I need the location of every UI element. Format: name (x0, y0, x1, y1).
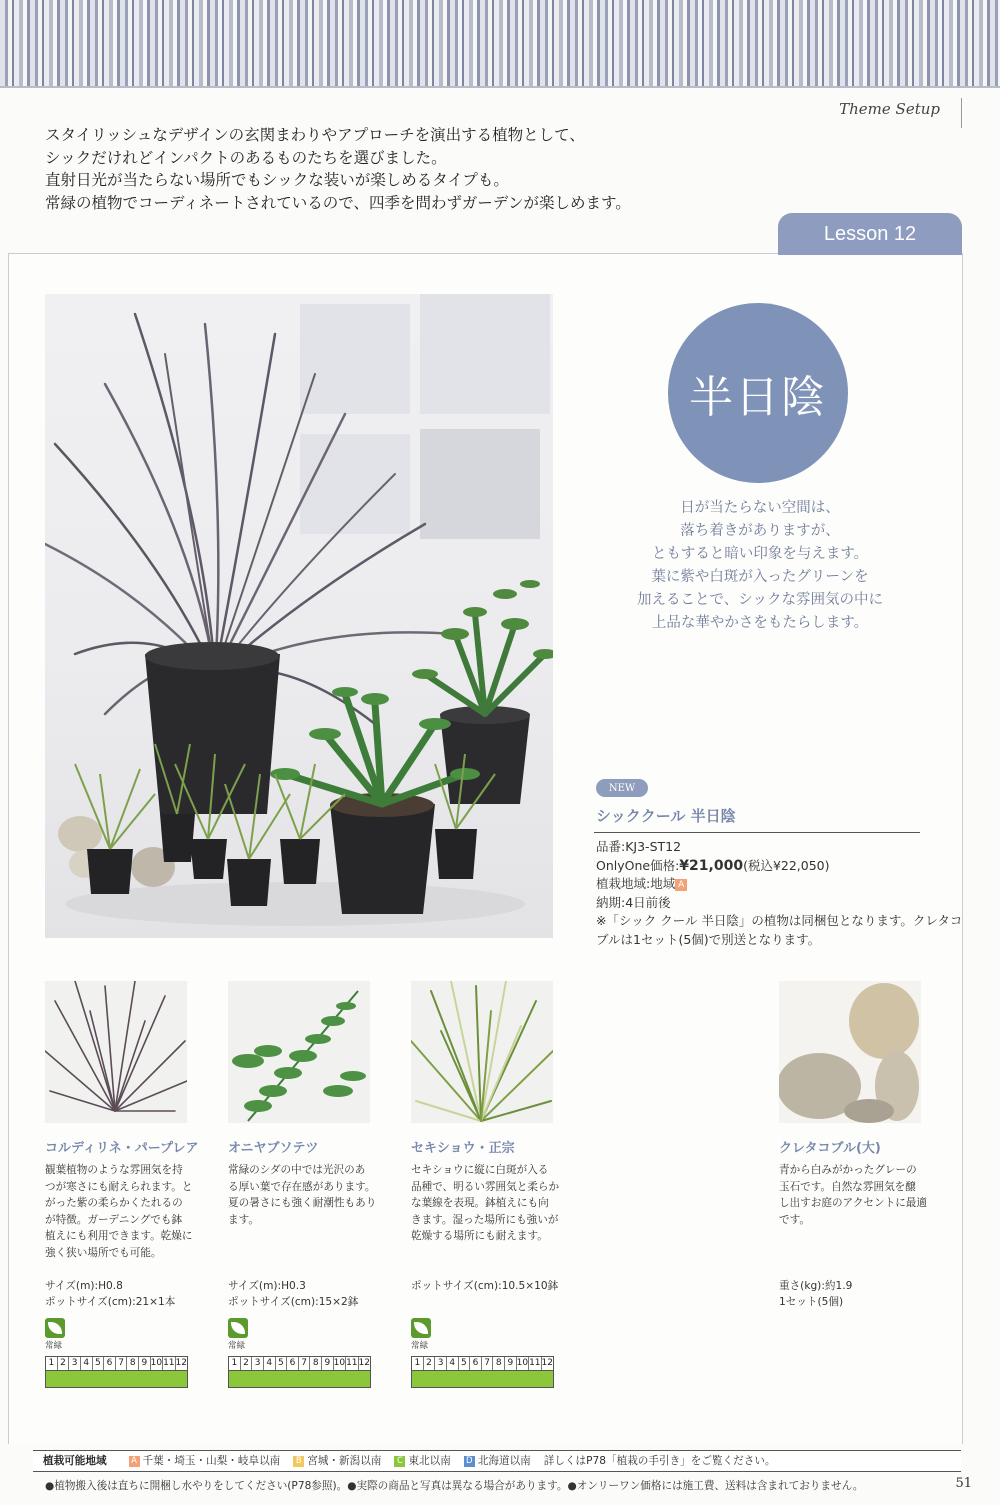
month-label: 1 (412, 1357, 424, 1370)
month-label: 11 (529, 1358, 541, 1368)
region-badge: D (464, 1456, 475, 1467)
page-number: 51 (955, 1476, 972, 1491)
item-title: オニヤブソテツ (228, 1141, 319, 1156)
desc-line: 青から白みがかったグレーの (779, 1164, 917, 1176)
region-text: 宮城・新潟以南 (307, 1455, 382, 1467)
region-b (293, 1451, 381, 1471)
leaf-icon (45, 1318, 65, 1338)
month-label: 4 (264, 1357, 276, 1370)
region-text: 東北以南 (408, 1455, 451, 1467)
desc-line: し出すお庭のアクセントに最適 (779, 1197, 927, 1209)
month-label: 6 (104, 1357, 116, 1370)
evergreen-label: 常緑 (411, 1341, 429, 1351)
desc-line: つが寒さにも耐えられます。と (45, 1180, 193, 1193)
leaf-icon (411, 1318, 431, 1338)
item-description (45, 1162, 192, 1261)
region-badge: B (293, 1456, 304, 1467)
desc-line: セキショウに縦に白斑が入る (411, 1164, 549, 1176)
item-size (779, 1279, 852, 1310)
price-tax: (税込¥22,050) (743, 857, 830, 873)
intro-line: 直射日光が当たらない場所でもシックな装いが楽しめるタイプも。 (45, 171, 509, 189)
item-size (411, 1279, 558, 1295)
month-label: 4 (447, 1357, 459, 1370)
poem-line: 日が当たらない空間は、 (680, 500, 840, 516)
intro-text (45, 124, 765, 214)
size-line: ポットサイズ(cm):21×1本 (45, 1295, 176, 1308)
month-bar (228, 1356, 371, 1388)
desc-line: 品種で、明るい雰囲気と柔らか (411, 1180, 560, 1193)
item-size (228, 1279, 358, 1310)
area-code-badge: A (675, 879, 687, 891)
theme-label: Theme Setup (839, 100, 940, 118)
month-label: 12 (175, 1358, 187, 1368)
desc-line: きます。湿った場所にも強いが (411, 1213, 559, 1226)
evergreen-badge (228, 1318, 258, 1351)
size-line: サイズ(m):H0.8 (45, 1280, 123, 1292)
item-title: コルディリネ・パープレア (45, 1141, 199, 1156)
desc-line: 夏の暑さにも強く耐潮性もあり (228, 1197, 377, 1209)
desc-line: がった紫の柔らかくたれるの (45, 1197, 183, 1209)
item-size (45, 1279, 175, 1310)
product-code: KJ3-ST12 (625, 839, 682, 854)
desc-line: 強く狭い場所でも可能。 (45, 1246, 162, 1259)
month-label: 6 (287, 1357, 299, 1370)
region-text: 千葉・埼玉・山梨・岐阜以南 (142, 1455, 281, 1467)
month-label: 8 (127, 1357, 139, 1370)
product-spec (596, 838, 963, 949)
evergreen-badge (45, 1318, 75, 1351)
theme-rule (961, 98, 962, 128)
month-label: 10 (150, 1358, 163, 1368)
month-label: 4 (81, 1357, 93, 1370)
poem-line: 加えることで、シックな雰囲気の中に (637, 592, 883, 608)
evergreen-label: 常緑 (45, 1341, 63, 1351)
new-badge: NEW (596, 779, 648, 797)
product-rule (594, 832, 920, 833)
month-label: 8 (310, 1357, 322, 1370)
month-label: 12 (541, 1358, 553, 1368)
product-code-label: 品番: (596, 839, 626, 854)
month-label: 2 (241, 1357, 253, 1370)
price-value: ¥21,000 (679, 857, 744, 874)
month-label: 9 (139, 1357, 151, 1370)
month-label: 3 (435, 1357, 447, 1370)
price-label: OnlyOne価格: (596, 857, 680, 873)
month-label: 8 (493, 1357, 505, 1370)
feature-poem (600, 497, 920, 635)
region-badge: C (394, 1456, 405, 1467)
intro-line: 常緑の植物でコーディネートされているので、四季を問わずガーデンが楽しめます。 (45, 193, 631, 212)
area-label: 植栽地域:地域 (596, 876, 676, 891)
size-line: ポットサイズ(cm):10.5×10鉢 (411, 1280, 559, 1292)
desc-line: 観葉植物のような雰囲気を持 (45, 1164, 183, 1176)
month-label: 5 (93, 1357, 105, 1370)
product-note: ※「シック クール 半日陰」の植物は同梱包となります。クレタコ (596, 913, 963, 928)
product-note: ブルは1セット(5個)で別送となります。 (596, 931, 821, 947)
region-badge: A (129, 1456, 140, 1467)
desc-line: 乾燥する場所にも耐えます。 (411, 1230, 548, 1242)
region-a (129, 1451, 281, 1471)
desc-line: ます。 (228, 1213, 259, 1226)
month-label: 1 (46, 1357, 58, 1370)
header-divider (0, 86, 1000, 88)
desc-line: 玉石です。自然な雰囲気を醸 (779, 1180, 916, 1193)
month-label: 2 (58, 1357, 70, 1370)
sweet-flag-photo (411, 981, 553, 1123)
month-label: 1 (229, 1357, 241, 1370)
desc-line: 植えにも利用できます。乾燥に (45, 1230, 193, 1242)
month-green-fill (46, 1371, 187, 1387)
month-label: 5 (276, 1357, 288, 1370)
desc-line: な葉線を表現。鉢植えにも向 (411, 1197, 549, 1209)
month-green-fill (229, 1371, 370, 1387)
size-line: ポットサイズ(cm):15×2鉢 (228, 1295, 359, 1308)
size-line: 重さ(kg):約1.9 (779, 1280, 853, 1292)
month-label: 2 (424, 1357, 436, 1370)
month-label: 3 (69, 1357, 81, 1370)
desc-line: です。 (779, 1213, 810, 1226)
month-label: 12 (358, 1358, 370, 1368)
desc-line: が特徴。ガーデニングでも鉢 (45, 1213, 183, 1226)
intro-line: シックだけれどインパクトのあるものたちを選びました。 (45, 148, 447, 167)
evergreen-label: 常緑 (228, 1341, 246, 1351)
cordyline-photo (45, 981, 187, 1123)
product-area-row (596, 875, 926, 894)
region-text: 北海道以南 (477, 1455, 531, 1467)
item-description (228, 1162, 376, 1228)
fern-photo (228, 981, 370, 1123)
product-code-row (596, 838, 926, 857)
month-green-fill (412, 1371, 553, 1387)
product-price-row (596, 857, 926, 876)
month-label: 3 (252, 1357, 264, 1370)
item-title: セキショウ・正宗 (411, 1141, 515, 1156)
main-product-photo (45, 294, 553, 938)
item-description (411, 1162, 559, 1245)
product-name: シッククール 半日陰 (596, 807, 736, 825)
striped-header-band (0, 0, 1000, 86)
month-label: 11 (163, 1358, 175, 1368)
month-label: 10 (516, 1358, 529, 1368)
evergreen-badge (411, 1318, 441, 1351)
region-detail: 詳しくはP78「植栽の手引き」をご覧ください。 (543, 1455, 776, 1467)
half-shade-circle: 半日陰 (668, 303, 848, 483)
item-description (779, 1162, 927, 1228)
month-label: 7 (299, 1357, 311, 1370)
month-label: 11 (346, 1358, 358, 1368)
month-bar (411, 1356, 554, 1388)
desc-line: 常緑のシダの中では光沢のあ (228, 1164, 366, 1176)
lesson-tab: Lesson 12 (778, 213, 962, 255)
region-d (464, 1451, 531, 1471)
month-label: 9 (505, 1357, 517, 1370)
item-title: クレタコブル(大) (779, 1141, 881, 1156)
month-label: 9 (322, 1357, 334, 1370)
month-label: 7 (482, 1357, 494, 1370)
product-delivery: 納期:4日前後 (596, 894, 671, 910)
crete-cobble-photo (779, 981, 921, 1123)
region-c (394, 1451, 450, 1471)
month-label: 10 (333, 1358, 346, 1368)
region-header: 植栽可能地域 (43, 1455, 107, 1467)
size-line: 1セット(5個) (779, 1295, 844, 1308)
leaf-icon (228, 1318, 248, 1338)
size-line: サイズ(m):H0.3 (228, 1280, 306, 1292)
poem-line: 上品な華やかさをもたらします。 (651, 615, 869, 631)
poem-line: 落ち着きがありますが、 (680, 523, 840, 539)
planting-region-bar (33, 1450, 961, 1472)
intro-line: スタイリッシュなデザインの玄関まわりやアプローチを演出する植物として、 (45, 126, 585, 144)
month-label: 6 (470, 1357, 482, 1370)
month-bar (45, 1356, 188, 1388)
poem-line: 葉に紫や白斑が入ったグリーンを (651, 569, 869, 585)
desc-line: る厚い葉で存在感があります。 (228, 1180, 376, 1193)
month-label: 5 (459, 1357, 471, 1370)
month-label: 7 (116, 1357, 128, 1370)
footnote: ●植物搬入後は直ちに開梱し水やりをしてください(P78参照)。●実際の商品と写真は異なる場合があります。●オンリーワン価格には施工費、送料は含まれておりません。 (45, 1480, 864, 1492)
poem-line: ともすると暗い印象を与えます。 (651, 546, 869, 562)
